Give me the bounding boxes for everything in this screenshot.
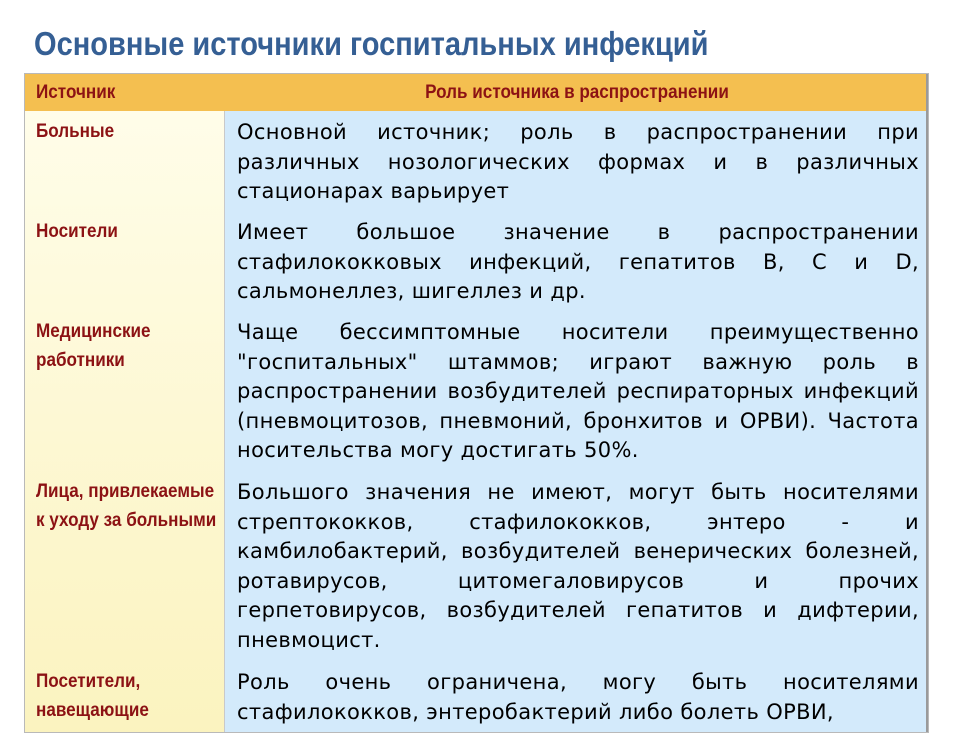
table-row-role: Большого значения не имеют, могут быть носителями стрептококков, стафилококков, энтеро - и камбилобактерий, возбудителей венерических болезней, ротавирусов, цитомегаловирусов и прочих герпетовирусов, возбудителей гепатитов и дифтерии, пневмоцист. <box>237 480 919 652</box>
table-row-source: Медицинские работники <box>36 321 151 371</box>
header-role: Роль источника в распространении <box>425 82 729 103</box>
table-row-role: Роль очень ограничена, могу быть носителями стафилококков, энтеробактерий либо болеть ОРВИ, <box>237 670 919 724</box>
table-row-source: Посетители, навещающие <box>36 671 149 721</box>
table-row-role: Имеет большое значение в распространении стафилококковых инфекций, гепатитов B, C и D, сальмонеллез, шигеллез и др. <box>237 220 919 304</box>
slide-title: Основные источники госпитальных инфекций <box>34 25 709 62</box>
table-row-role: Основной источник; роль в распространении при различных нозологических формах и в различных стационарах варьирует <box>237 120 919 204</box>
table-row-source: Больные <box>36 121 115 142</box>
table-header-row <box>25 74 928 112</box>
header-source: Источник <box>36 82 116 103</box>
sources-table <box>24 73 929 733</box>
table-row-role: Чаще бессимптомные носители преимущественно "госпитальных" штаммов; играют важную роль в распространении возбудителей респираторных инфекций (пневмоцитозов, пневмоний, бронхитов и ОРВИ). Частота носительства могу достигать 50%. <box>237 320 919 463</box>
table-row-source: Носители <box>36 221 118 242</box>
table-right-border <box>926 74 928 732</box>
source-column <box>25 111 225 733</box>
table-row-source: Лица, привлекаемые к уходу за больными <box>36 481 217 531</box>
